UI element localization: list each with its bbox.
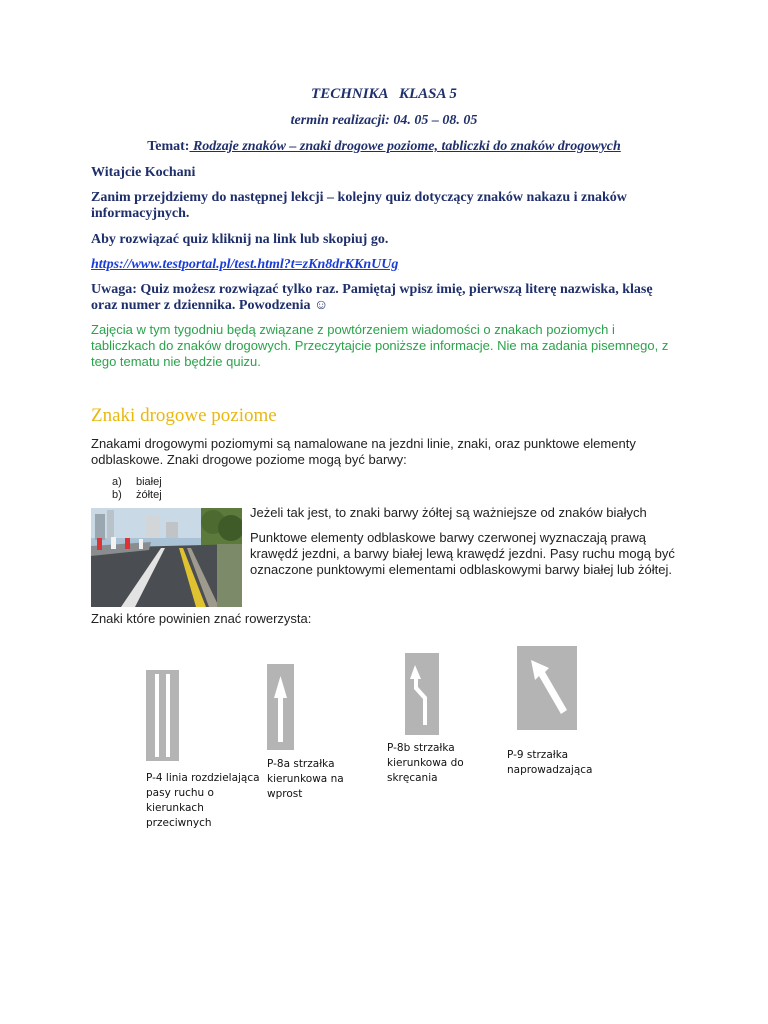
intro-paragraph: Znakami drogowymi poziomymi są namalowane na jezdni linie, znaki, oraz punktowe elementy odblaskowe. Znaki drogowe poziome mogą być barwy:	[91, 436, 636, 467]
p8b-turn-arrow-sign	[405, 653, 439, 735]
yellow-priority-paragraph: Jeżeli tak jest, to znaki barwy żółtej są ważniejsze od znaków białych	[250, 505, 647, 520]
quiz-warning: Uwaga: Quiz możesz rozwiązać tylko raz. Pamiętaj wpisz imię, pierwszą literę nazwiska, klasę oraz numer z dziennika. Powodzenia ☺	[91, 282, 653, 313]
sign-label-p4: P-4 linia rozdzielająca pasy ruchu o kierunkach przeciwnych	[146, 772, 260, 829]
list-marker: b)	[112, 489, 122, 501]
list-text: żółtej	[136, 489, 162, 501]
sign-label-p9: P-9 strzałka naprowadzająca	[507, 749, 593, 776]
sign-label-p8b: P-8b strzałka kierunkowa do skręcania	[387, 742, 464, 784]
list-text: białej	[136, 476, 162, 488]
list-item	[112, 489, 162, 502]
p9-guiding-arrow-sign	[517, 646, 577, 730]
list-item	[112, 476, 162, 489]
deadline-line: termin realizacji: 04. 05 – 08. 05	[290, 113, 478, 128]
quiz-instruction: Aby rozwiązać quiz kliknij na link lub skopiuj go.	[91, 232, 389, 247]
topic-line	[0, 139, 768, 155]
section-heading: Znaki drogowe poziome	[91, 405, 277, 426]
reflective-elements-paragraph: Punktowe elementy odblaskowe barwy czerwonej wyznaczają prawą krawędź jezdni, a barwy białej lewą krawędź jezdni. Pasy ruchu mogą być oznaczone punktowymi elementami odblaskowymi barwy białej lub żółtej.	[250, 530, 675, 577]
lesson-note: Zajęcia w tym tygodniu będą związane z powtórzeniem wiadomości o znakach poziomych i tabliczkach do znaków drogowych. Przeczytajcie poniższe informacje. Nie ma zadania pisemnego, z tego tematu nie będzie quizu.	[91, 322, 669, 369]
topic-label: Temat:	[147, 139, 190, 154]
p4-double-line-sign	[146, 670, 179, 761]
road-photo	[91, 508, 242, 607]
quiz-intro: Zanim przejdziemy do następnej lekcji – kolejny quiz dotyczący znaków nakazu i znaków informacyjnych.	[91, 190, 627, 221]
cyclist-signs-intro: Znaki które powinien znać rowerzysta:	[91, 611, 312, 626]
quiz-link[interactable]: https://www.testportal.pl/test.html?t=zKn8drKKnUUg	[91, 257, 399, 272]
color-list	[112, 476, 162, 502]
document-title: TECHNIKA KLASA 5	[311, 86, 457, 102]
list-marker: a)	[112, 476, 122, 488]
topic-value: Rodzaje znaków – znaki drogowe poziome, tabliczki do znaków drogowych	[189, 139, 621, 154]
sign-label-p8a: P-8a strzałka kierunkowa na wprost	[267, 758, 344, 800]
greeting: Witajcie Kochani	[91, 165, 196, 180]
p8a-straight-arrow-sign	[267, 664, 294, 750]
